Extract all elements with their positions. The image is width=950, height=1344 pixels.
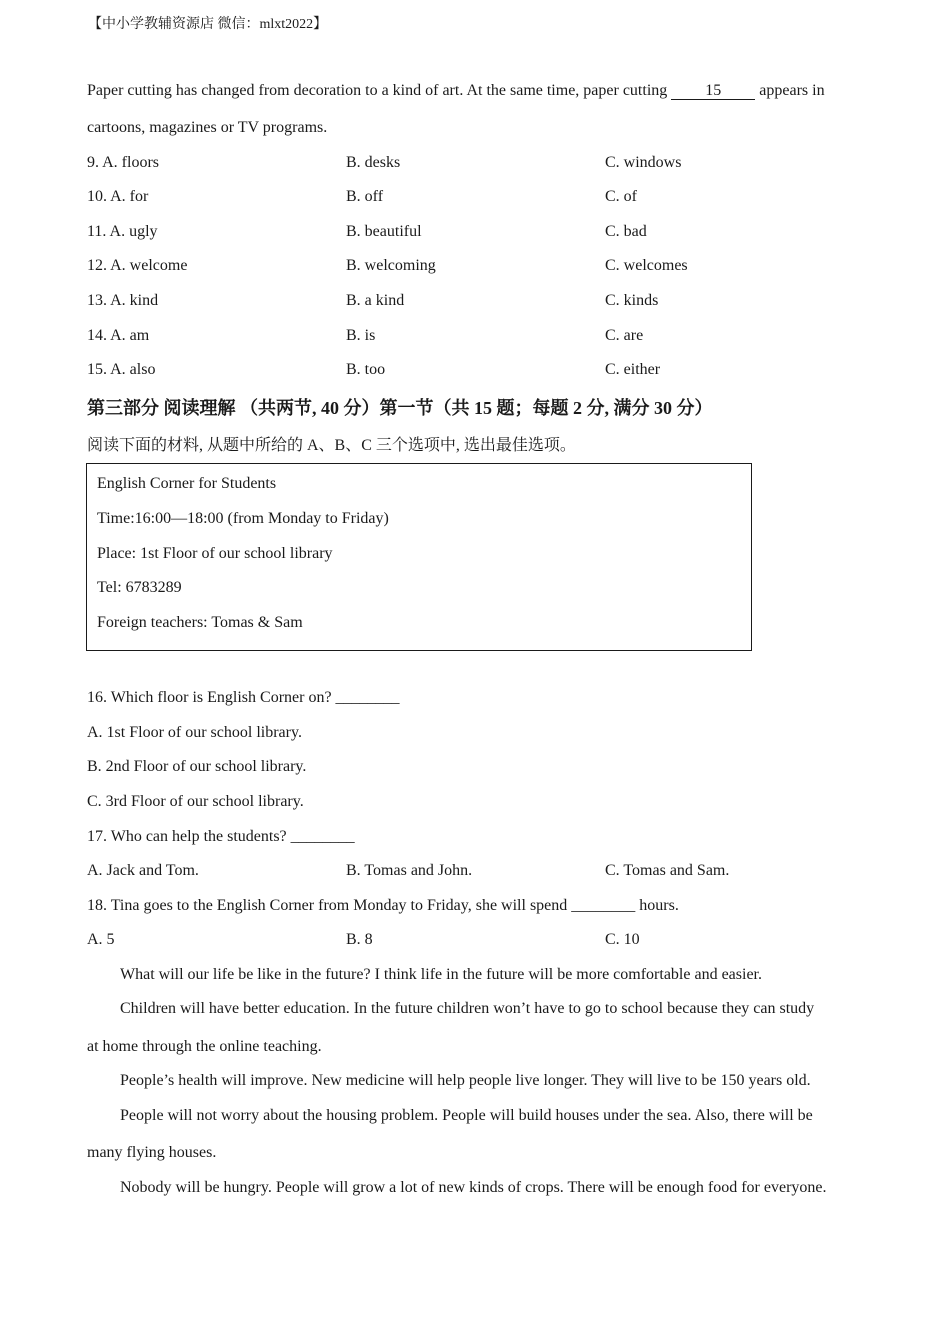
q17-option-b: B. Tomas and John. [346, 862, 473, 879]
passage-paragraph-2-cont: at home through the online teaching. [87, 1038, 322, 1055]
option-a: 12. A. welcome [87, 257, 188, 274]
q18-option-a: A. 5 [87, 931, 115, 948]
option-c: C. either [605, 361, 661, 378]
notice-tel: Tel: 6783289 [97, 579, 182, 596]
option-b: B. welcoming [346, 257, 436, 274]
question-17: 17. Who can help the students? ________ [87, 828, 355, 845]
notice-teachers: Foreign teachers: Tomas & Sam [97, 614, 303, 631]
option-row [87, 154, 867, 176]
cloze-text-after: appears in [755, 82, 825, 99]
cloze-text-before: Paper cutting has changed from decoration to a kind of art. At the same time, paper cutting [87, 82, 672, 99]
q18-option-c: C. 10 [605, 931, 640, 948]
q17-option-c: C. Tomas and Sam. [605, 862, 730, 879]
option-b: B. too [346, 361, 386, 378]
option-c: C. are [605, 327, 644, 344]
section-instruction: 阅读下面的材料, 从题中所给的 A、B、C 三个选项中, 选出最佳选项。 [87, 437, 576, 454]
section-title: 第三部分 阅读理解 （共两节, 40 分）第一节（共 15 题；每题 2 分, 满分 30 分） [87, 398, 713, 418]
option-a: 11. A. ugly [87, 223, 158, 240]
option-row [87, 223, 867, 245]
q18-option-b: B. 8 [346, 931, 373, 948]
q18-options [87, 931, 867, 953]
passage-paragraph-4: People will not worry about the housing problem. People will build houses under the sea. Also, there will be [120, 1107, 813, 1124]
option-c: C. windows [605, 154, 682, 171]
option-b: B. desks [346, 154, 401, 171]
option-a: 15. A. also [87, 361, 156, 378]
option-c: C. bad [605, 223, 647, 240]
notice-title: English Corner for Students [97, 475, 277, 492]
option-row [87, 361, 867, 383]
passage-paragraph-1: What will our life be like in the future? I think life in the future will be more comfortable and easier. [120, 966, 762, 983]
option-b: B. off [346, 188, 384, 205]
passage-paragraph-4-cont: many flying houses. [87, 1144, 217, 1161]
option-a: 10. A. for [87, 188, 149, 205]
notice-place: Place: 1st Floor of our school library [97, 545, 333, 562]
option-c: C. of [605, 188, 637, 205]
question-18: 18. Tina goes to the English Corner from Monday to Friday, she will spend ________ hours. [87, 897, 679, 914]
q16-option-a: A. 1st Floor of our school library. [87, 724, 302, 741]
option-a: 13. A. kind [87, 292, 159, 309]
q17-options [87, 862, 867, 884]
cloze-line-2: cartoons, magazines or TV programs. [87, 119, 328, 136]
page-header: 【中小学教辅资源店 微信：mlxt2022】 [88, 17, 328, 32]
q16-option-c: C. 3rd Floor of our school library. [87, 793, 304, 810]
option-c: C. kinds [605, 292, 659, 309]
q16-option-b: B. 2nd Floor of our school library. [87, 758, 307, 775]
option-row [87, 257, 867, 279]
cloze-line-1 [87, 82, 825, 100]
notice-box [86, 463, 752, 651]
notice-time: Time:16:00—18:00 (from Monday to Friday) [97, 510, 389, 527]
passage-paragraph-5: Nobody will be hungry. People will grow a lot of new kinds of crops. There will be enough food for everyone. [120, 1179, 827, 1196]
passage-paragraph-2: Children will have better education. In the future children won’t have to go to school because they can study [120, 1000, 815, 1017]
blank-15: 15 [671, 83, 755, 100]
option-b: B. beautiful [346, 223, 422, 240]
question-16: 16. Which floor is English Corner on? ________ [87, 689, 400, 706]
option-row [87, 188, 867, 210]
option-c: C. welcomes [605, 257, 688, 274]
option-a: 14. A. am [87, 327, 150, 344]
option-b: B. is [346, 327, 376, 344]
option-a: 9. A. floors [87, 154, 159, 171]
option-b: B. a kind [346, 292, 405, 309]
option-row [87, 292, 867, 314]
passage-paragraph-3: People’s health will improve. New medicine will help people live longer. They will live to be 150 years old. [120, 1072, 811, 1089]
q17-option-a: A. Jack and Tom. [87, 862, 199, 879]
option-row [87, 327, 867, 349]
